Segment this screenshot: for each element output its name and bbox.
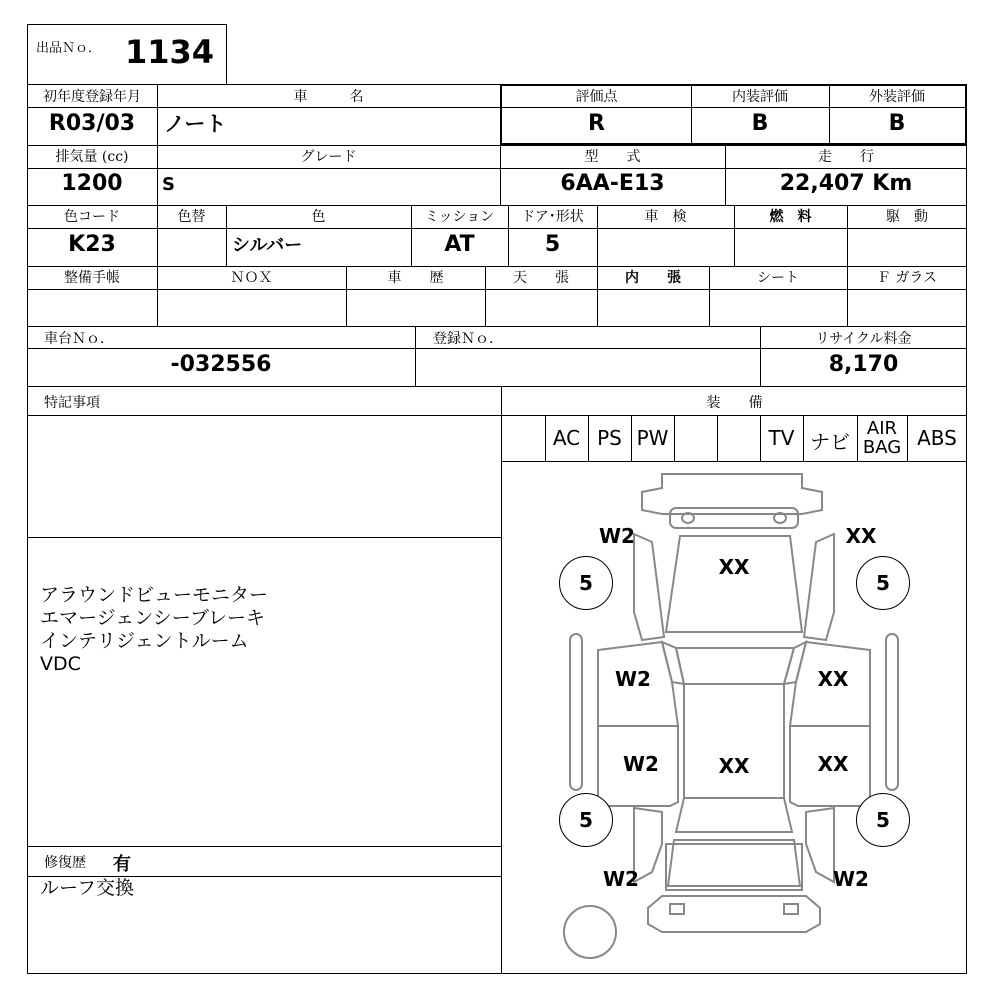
vehicle-history-label: 車 歴 [387, 270, 444, 286]
hood [666, 536, 802, 632]
first-registration-label: 初年度登録年月 [43, 89, 141, 105]
rear-hatch [666, 844, 802, 890]
displacement-label: 排気量 (cc) [55, 149, 129, 165]
equipment-ac: AC [552, 426, 581, 450]
equipment-pw: PW [636, 426, 669, 450]
note-line: インテリジェントルーム [40, 630, 249, 652]
note-line: VDC [40, 653, 81, 675]
color-label: 色 [311, 209, 326, 225]
exterior-score-label: 外装評価 [869, 89, 925, 105]
chassis-number-value: -032556 [170, 352, 272, 377]
lot-number: 1134 [125, 33, 215, 71]
damage-marker-roof: XX [718, 754, 750, 778]
service-record-label: 整備手帳 [64, 270, 120, 286]
front-glass-label: Ｆ ガラス [876, 270, 938, 286]
exterior-score-value: B [888, 111, 906, 136]
headliner-label: 天 張 [513, 270, 569, 286]
damage-marker-rear-left: W2 [603, 867, 639, 891]
note-line: アラウンドビューモニター [40, 584, 269, 606]
wheel-front-right: 5 [856, 556, 910, 610]
first-registration-value: R03/03 [48, 111, 136, 136]
nox-label: ＮＯＸ [230, 270, 273, 286]
interior-trim-label: 内 張 [625, 270, 681, 286]
repair-history-value: 有 [113, 854, 131, 875]
repair-detail: ルーフ交換 [40, 877, 135, 899]
seat-label: シート [757, 270, 799, 286]
recycle-fee-value: 8,170 [828, 352, 899, 377]
inspection-label: 車 検 [644, 209, 687, 225]
damage-marker-hood: XX [718, 555, 750, 579]
damage-marker-front-left: W2 [599, 524, 635, 548]
transmission-label: ミッション [424, 209, 495, 225]
wheel-rear-right: 5 [856, 793, 910, 847]
car-name-label: 車 名 [293, 89, 364, 105]
repaint-label: 色替 [177, 209, 206, 225]
chassis-number-label: 車台Ｎｏ． [44, 331, 114, 347]
front-grille [670, 508, 798, 528]
registration-number-label: 登録Ｎｏ． [433, 331, 503, 347]
windshield [676, 648, 794, 684]
repair-history-label: 修復歴 [44, 855, 86, 871]
drive-label: 駆 動 [886, 209, 928, 225]
spare-tire [564, 906, 616, 958]
damage-marker-front-door-right: XX [817, 667, 849, 691]
damage-marker-front-right: XX [845, 524, 877, 548]
color-value: シルバー [232, 235, 303, 256]
interior-score-label: 内装評価 [732, 89, 788, 105]
interior-score-value: B [751, 111, 769, 136]
notes-label: 特記事項 [44, 395, 100, 411]
recycle-fee-label: リサイクル料金 [815, 331, 912, 347]
car-diagram [502, 462, 967, 974]
damage-marker-rear-door-left: W2 [623, 752, 659, 776]
model-code-label: 型 式 [584, 149, 641, 165]
score-label: 評価点 [575, 89, 618, 105]
transmission-value: AT [444, 232, 475, 257]
mileage-label: 走 行 [818, 149, 874, 165]
damage-marker-front-door-left: W2 [615, 667, 651, 691]
equipment-airbag: AIR BAG [862, 418, 902, 458]
displacement-value: 1200 [61, 171, 123, 196]
damage-marker-rear-right: W2 [833, 867, 869, 891]
equipment-label: 装 備 [706, 395, 763, 411]
wheel-rear-left: 5 [559, 793, 613, 847]
lot-number-label: 出品Ｎｏ． [36, 41, 102, 56]
equipment-abs: ABS [917, 426, 957, 450]
car-name-value: ノート [164, 112, 227, 136]
model-code-value: 6AA-E13 [560, 171, 665, 196]
color-code-value: K23 [68, 232, 116, 257]
color-code-label: 色コード [64, 209, 120, 225]
roof [684, 684, 784, 798]
score-value: R [588, 111, 605, 136]
grade-label: グレード [300, 149, 357, 165]
equipment-navi: ナビ [810, 430, 850, 454]
equipment-tv: TV [768, 426, 795, 450]
mileage-value: 22,407 Km [779, 171, 913, 196]
damage-marker-rear-door-right: XX [817, 752, 849, 776]
note-line: エマージェンシーブレーキ [40, 607, 266, 629]
grade-value: S [162, 174, 175, 195]
fuel-label: 燃 料 [769, 209, 812, 225]
wheel-front-left: 5 [559, 556, 613, 610]
doors-label: ドア･形状 [521, 209, 584, 225]
equipment-ps: PS [597, 426, 622, 450]
doors-value: 5 [544, 232, 561, 257]
